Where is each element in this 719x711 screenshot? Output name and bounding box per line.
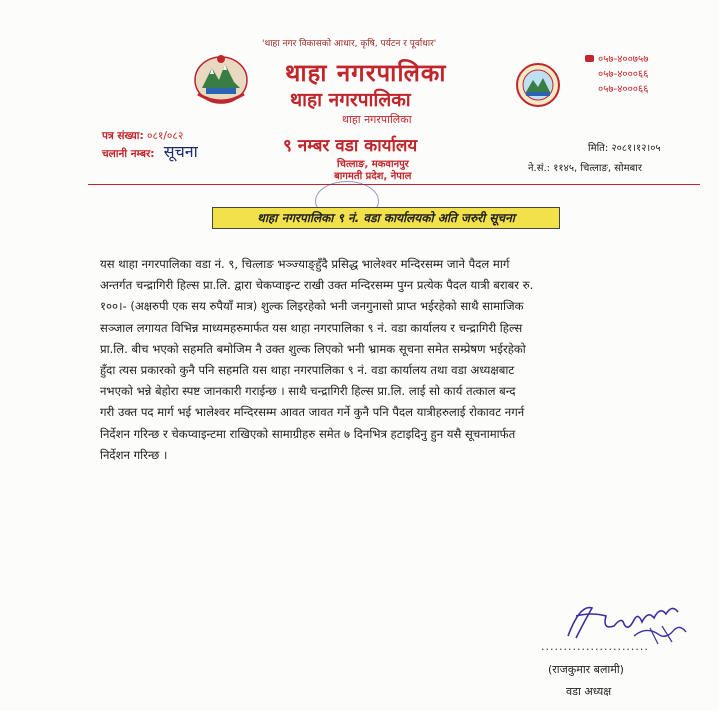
municipality-seal-icon [515,62,561,108]
handwritten-signature [562,586,692,648]
ref-number-label: पत्र संख्या: [102,130,144,142]
body-line: सञ्जाल लगायत विभिन्न माध्यमहरुमार्फत यस थाहा नगरपालिका ९ नं. वडा कार्यालय र चन्द्रागिरी हिल्स [100,320,523,335]
municipality-title: थाहा नगरपालिका [285,59,447,87]
body-line: अन्तर्गत चन्द्रागिरी हिल्स प्रा.लि. द्वारा चेकप्वाइन्ट राखी उक्त मन्दिरसम्म पुग्न प्रत्येक पैदल यात्री बराबर रु. [100,278,534,293]
body-line: १००।- (अक्षरुपी एक सय रुपैयाँ मात्र) शुल्क लिइरहेको भनी जनगुनासो प्राप्त भईरहेको साथै सामाजिक [100,299,524,314]
office-address-line-1: चित्लाङ, मकवानपुर [337,159,409,170]
letter-date: मिति: २०८१।१२।०५ [588,143,661,154]
body-line: नभएको भन्ने बेहोरा स्पष्ट जानकारी गराईन्छ । साथै चन्द्रागिरी हिल्स प्रा.लि. लाई सो कार्य तत्काल बन्द [100,384,516,399]
signatory-name: (राजकुमार बलामी) [548,663,624,676]
nepal-sambat-date: ने.सं.: ११४५, चित्लाङ, सोमबार [528,163,642,174]
signatory-role: वडा अध्यक्ष [566,685,612,698]
dispatch-number-row [102,144,198,162]
body-line: निर्देशन गरिन्छ र चेकप्वाइन्टमा राखिएको सामाग्रीहरु समेत ७ दिनभित्र हटाइदिनु हुन यसै सूचनामार्फत [100,426,516,441]
body-line: प्रा.लि. बीच भएको सहमति बमोजिम नै उक्त शुल्क लिएको भनी भ्रामक सूचना समेत सम्प्रेषण भईरहेको [100,341,526,356]
signature-line: ........................ [541,640,649,653]
notice-subject: थाहा नगरपालिका ९ नं. वडा कार्यालयको अति जरुरी सूचना [212,207,560,229]
nepal-emblem-icon [192,50,250,106]
reference-block [102,128,198,162]
phone-number: ०५७-४०००६६ [598,69,649,80]
notice-body [100,254,660,466]
body-line: निर्देशन गरिन्छ । [100,447,168,462]
phone-number: ०५७-४०००६६ [598,84,649,95]
municipality-title-third-script: थाहा नगरपालिका [342,113,412,126]
phone-icon [585,55,594,62]
dispatch-number-label: चलानी नम्बर: [102,148,155,160]
ref-number-value: ०८१/०८२ [147,130,184,142]
dispatch-number-value: सूचना [163,142,198,161]
letterhead-tagline: 'थाहा नगर विकासको आधार, कृषि, पर्यटन र पूर्वाधार' [262,39,437,49]
phone-number: ०५७-४००७५७ [598,54,649,65]
body-line: यस थाहा नगरपालिका वडा नं. ९, चित्लाङ भञ्ज्याङ्हुँदै प्रसिद्ध भालेश्वर मन्दिरसम्म जाने पैदल मार्ग [100,257,510,271]
body-line: हुँदा त्यस प्रकारको कुनै पनि सहमति यस थाहा नगरपालिका ९ नं. वडा कार्यालय तथा वडा अध्यक्षबाट [100,363,515,378]
body-line: गरी उक्त पद मार्ग भई भालेश्वर मन्दिरसम्म आवत जावत गर्ने कुनै पनि पैदल यात्रीहरुलाई रोकावट नगर्न [100,405,525,420]
phone-numbers [598,52,648,97]
office-address-line-2: बागमती प्रदेश, नेपाल [334,171,412,182]
header-divider [88,184,700,185]
ward-office-name: ९ नम्बर वडा कार्यालय [283,136,418,156]
municipality-title-alt-script: थाहा नगरपालिका [290,89,411,111]
